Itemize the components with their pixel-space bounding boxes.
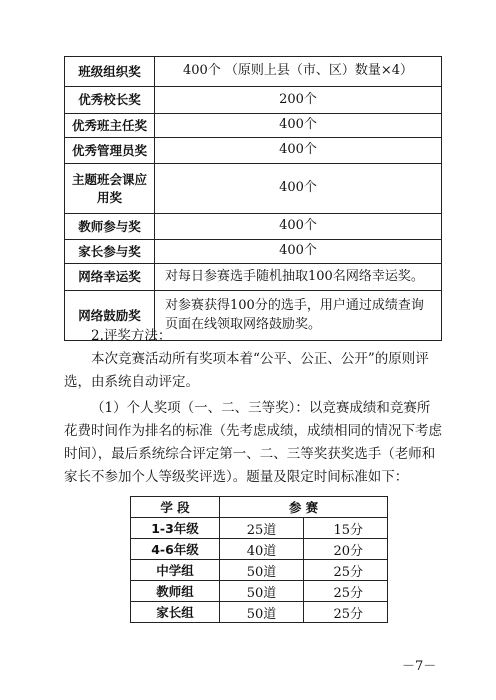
group-cell: 教师组	[131, 581, 220, 602]
table-row	[65, 87, 442, 114]
table-row	[131, 581, 388, 602]
count-cell: 50道	[220, 602, 304, 623]
award-name: 优秀管理员奖	[65, 138, 155, 164]
award-value: 400个	[155, 164, 442, 214]
award-value: 对参赛获得100分的选手，用户通过成绩查询页面在线领取网络鼓励奖。	[155, 291, 442, 341]
table-row	[131, 518, 388, 539]
award-name: 主题班会课应用奖	[65, 164, 155, 214]
table-row	[65, 164, 442, 214]
award-value: 400个	[155, 114, 442, 138]
award-name: 网络鼓励奖	[65, 291, 155, 341]
table-row	[65, 214, 442, 240]
page-number: －7－	[402, 659, 437, 674]
count-cell: 50道	[220, 581, 304, 602]
paragraph: 本次竞赛活动所有奖项本着“公平、公正、公开”的原则评选，由系统自动评定。	[64, 351, 429, 390]
count-cell: 50道	[220, 560, 304, 581]
header-contest: 参 赛	[220, 497, 388, 518]
award-value: 对每日参赛选手随机抽取100名网络幸运奖。	[155, 264, 442, 291]
award-value: 400个	[155, 214, 442, 240]
table-header-row	[131, 497, 388, 518]
group-cell: 中学组	[131, 560, 220, 581]
award-name: 网络幸运奖	[65, 264, 155, 291]
award-name: 优秀班主任奖	[65, 114, 155, 138]
count-cell: 40道	[220, 539, 304, 560]
group-cell: 4-6年级	[131, 539, 220, 560]
table-row	[65, 57, 442, 87]
question-limits-table	[130, 496, 388, 623]
table-row	[65, 264, 442, 291]
paragraph: （1）个人奖项（一、二、三等奖）：以竞赛成绩和竞赛所花费时间作为排名的标准（先考虑成绩，成绩相同的情况下考虑时间），最后系统综合评定第一、二、三等奖获奖选手（老师和家长不参加个人等级奖评选）。题量及限定时间标准如下：	[64, 400, 442, 485]
award-value: 200个	[155, 87, 442, 114]
table-row	[65, 138, 442, 164]
award-value: 400个	[155, 138, 442, 164]
time-cell: 20分	[304, 539, 388, 560]
time-cell: 25分	[304, 602, 388, 623]
table-row	[65, 114, 442, 138]
award-value: 400个 （原则上县（市、区）数量×4）	[155, 57, 442, 87]
group-cell: 1-3年级	[131, 518, 220, 539]
section-heading: 2.评奖方法：	[91, 328, 172, 344]
table-row	[65, 240, 442, 264]
award-name: 班级组织奖	[65, 57, 155, 87]
table-row	[131, 560, 388, 581]
table-row	[131, 602, 388, 623]
group-cell: 家长组	[131, 602, 220, 623]
awards-table	[64, 56, 442, 341]
award-name: 教师参与奖	[65, 214, 155, 240]
count-cell: 25道	[220, 518, 304, 539]
time-cell: 15分	[304, 518, 388, 539]
table-row	[131, 539, 388, 560]
award-value: 400个	[155, 240, 442, 264]
header-group: 学 段	[131, 497, 220, 518]
award-name: 家长参与奖	[65, 240, 155, 264]
award-name: 优秀校长奖	[65, 87, 155, 114]
time-cell: 25分	[304, 581, 388, 602]
time-cell: 25分	[304, 560, 388, 581]
